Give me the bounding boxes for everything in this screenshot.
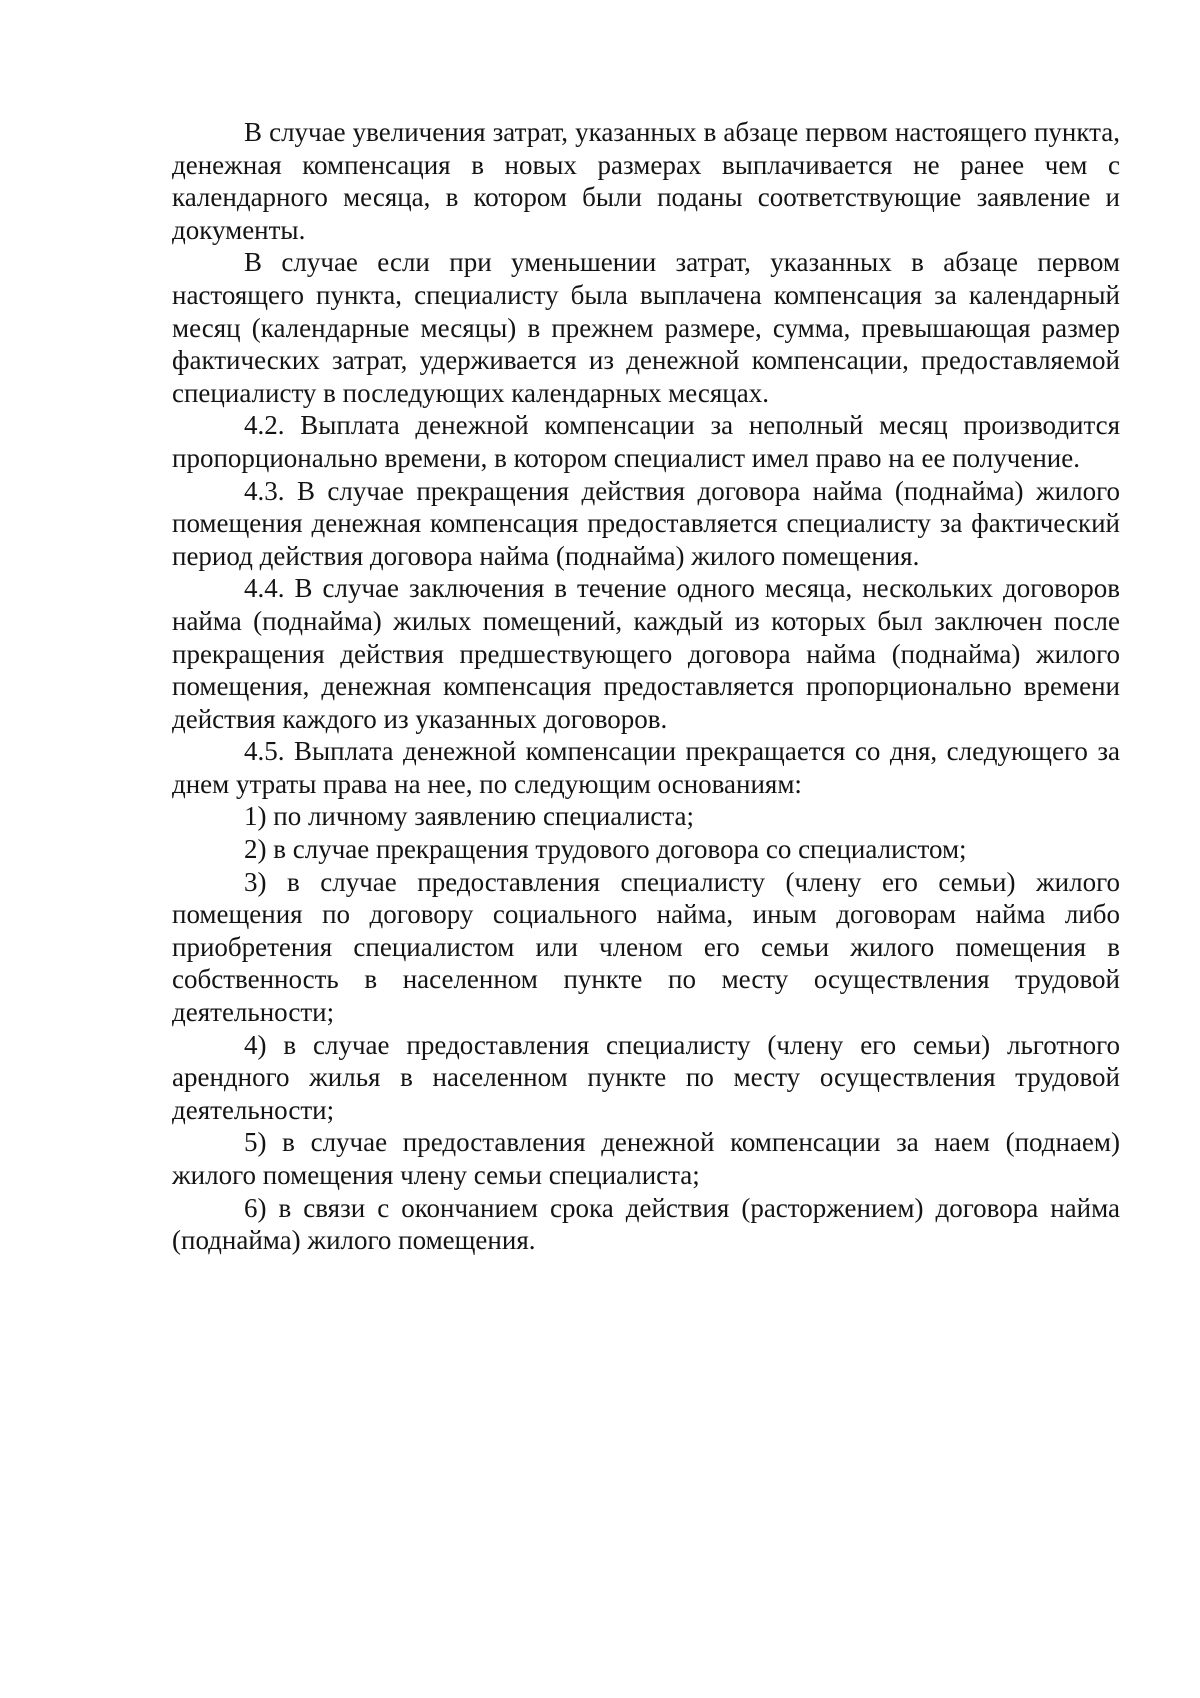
paragraph-compensation-decrease: В случае если при уменьшении затрат, указанных в абзаце первом настоящего пункта, специалисту была выплачена компенсация за календарный месяц (календарные месяцы) в прежнем размере, сумма, превышающая размер фактических затрат, удерживается из денежной компенсации, предоставляемой специалисту в последующих календарных месяцах. (172, 247, 1120, 408)
list-item-3: 3) в случае предоставления специалисту (члену его семьи) жилого помещения по договору социального найма, иным договорам найма либо приобретения специалистом или членом его семьи жилого помещения в собственность в населенном пункте по месту осуществления трудовой деятельности; (172, 866, 1120, 1028)
paragraph-4-3: 4.3. В случае прекращения действия договора найма (поднайма) жилого помещения денежная компенсация предоставляется специалисту за фактический период действия договора найма (поднайма) жилого помещения. (172, 475, 1120, 571)
list-item-5: 5) в случае предоставления денежной компенсации за наем (поднаем) жилого помещения члену семьи специалиста; (172, 1127, 1120, 1190)
paragraph-4-2: 4.2. Выплата денежной компенсации за неполный месяц производится пропорционально времени, в котором специалист имел право на ее получение. (172, 410, 1120, 473)
list-item-2: 2) в случае прекращения трудового договора со специалистом; (244, 834, 967, 865)
list-item-1: 1) по личному заявлению специалиста; (244, 801, 695, 832)
document-body (172, 116, 1120, 1257)
paragraph-4-5: 4.5. Выплата денежной компенсации прекращается со дня, следующего за днем утраты права на нее, по следующим основаниям: (172, 736, 1120, 799)
list-item-4: 4) в случае предоставления специалисту (члену его семьи) льготного арендного жилья в населенном пункте по месту осуществления трудовой деятельности; (172, 1029, 1120, 1125)
paragraph-compensation-increase: В случае увеличения затрат, указанных в абзаце первом настоящего пункта, денежная компенсация в новых размерах выплачивается не ранее чем с календарного месяца, в котором были поданы соответствующие заявление и документы. (172, 117, 1120, 245)
paragraph-4-4: 4.4. В случае заключения в течение одного месяца, нескольких договоров найма (поднайма) жилых помещений, каждый из которых был заключен после прекращения действия предшествующего договора найма (поднайма) жилого помещения, денежная компенсация предоставляется пропорционально времени действия каждого из указанных договоров. (172, 573, 1120, 734)
list-item-6: 6) в связи с окончанием срока действия (расторжением) договора найма (поднайма) жилого помещения. (172, 1192, 1120, 1256)
